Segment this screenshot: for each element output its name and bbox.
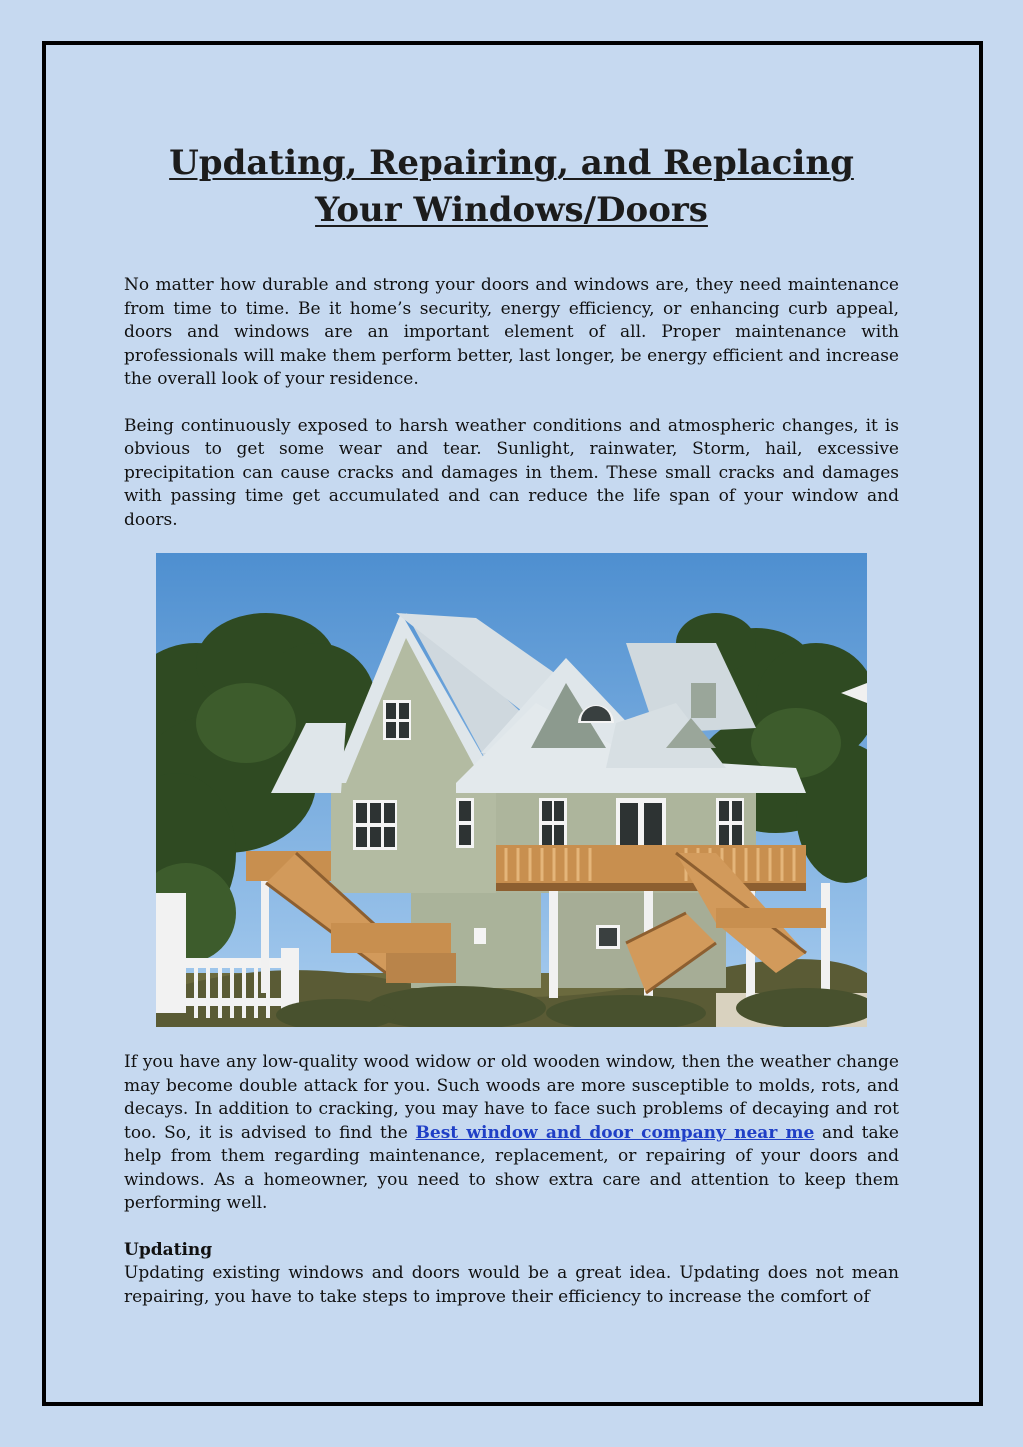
paragraph-intro: No matter how durable and strong your doors and windows are, they need maintenance from time to time. Be it home’s security, energy efficiency, or enhancing curb appeal, doors and windows are an important element of all. Proper maintenance with professionals will make them perform better, last longer, be energy efficient and increase the overall look of your residence. [124, 275, 899, 389]
paragraph-weather: Being continuously exposed to harsh weather conditions and atmospheric changes, it is obvious to get some wear and tear. Sunlight, rainwater, Storm, hail, excessive precipitation can cause cracks and damages in them. These small cracks and damages with passing time get accumulated and can reduce the life span of your window and doors. [124, 415, 899, 530]
document-body-lower [124, 1051, 899, 1309]
best-window-company-link[interactable]: Best window and door company near me [415, 1122, 815, 1143]
paragraph-wood-windows [124, 1051, 899, 1216]
paragraph-updating: Updating existing windows and doors would be a great idea. Updating does not mean repairing, you have to take steps to improve their efficiency to increase the comfort of [124, 1263, 899, 1307]
title-line-1: Updating, Repairing, and Replacing [169, 143, 854, 183]
house-photo [156, 553, 867, 1027]
section-heading-updating: Updating [124, 1239, 213, 1260]
paragraph-text-before-link: If you have any low-quality wood widow or old wooden window, then the weather change may become double attack for you. Such woods are more susceptible to molds, rots, and decays. In addition to cracking, you may have to face such problems of decaying and rot too. So, it is advised to find the [124, 1052, 899, 1143]
title-line-2: Your Windows/Doors [315, 190, 708, 230]
house-illustration [156, 553, 867, 1027]
document-body [124, 140, 899, 532]
paragraph-text-after-link: and take help from them regarding maintenance, replacement, or repairing of your doors and windows. As a homeowner, you need to show extra care and attention to keep them performing well. [124, 1122, 899, 1213]
page-title [124, 140, 899, 234]
